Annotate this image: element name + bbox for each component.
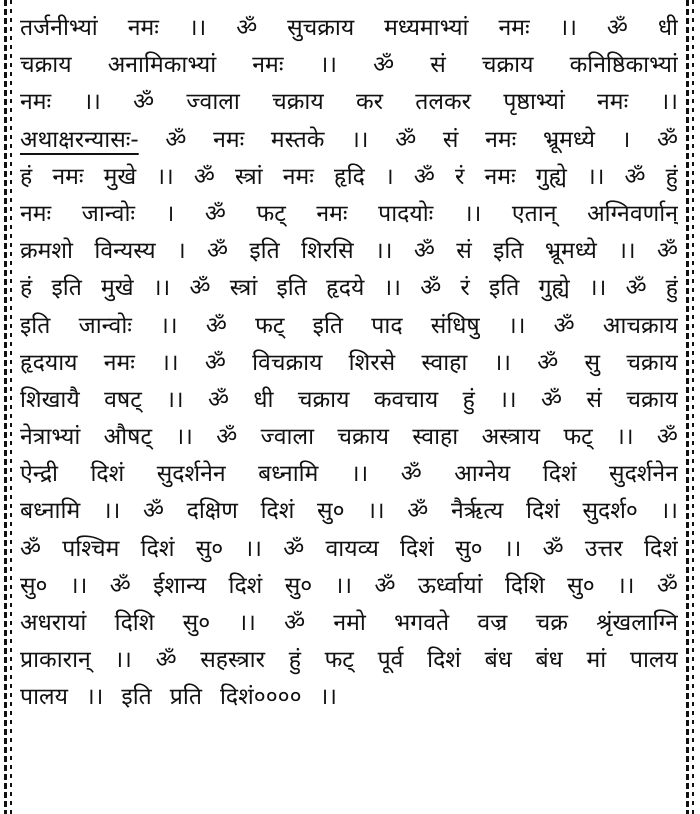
text-word: पश्चिम	[62, 535, 120, 562]
text-word: ॐ	[109, 572, 131, 599]
text-word: पालय	[629, 647, 678, 674]
text-line	[20, 382, 678, 419]
text-word: बंध	[484, 647, 512, 674]
text-word: हृदि	[334, 163, 365, 190]
text-word: सं	[430, 52, 446, 79]
text-word: ॐ	[155, 647, 177, 674]
text-word: ईशान्य	[153, 572, 207, 599]
text-word: पृष्ठाभ्यां	[503, 89, 565, 116]
text-word: ॐ	[420, 275, 442, 302]
text-word: हं	[20, 275, 33, 302]
text-word: इति	[312, 312, 344, 339]
text-word: नमः	[316, 200, 348, 227]
text-word: इति	[276, 275, 307, 302]
text-word: ऐन्द्री	[20, 461, 58, 488]
text-word: ॐ	[208, 386, 229, 413]
text-line	[20, 345, 678, 382]
text-word: सं	[586, 386, 602, 413]
text-word: नमः	[597, 89, 629, 116]
text-word: ॐ	[189, 275, 211, 302]
text-word: ॐ	[541, 386, 563, 413]
text-word: ॐ	[236, 15, 258, 41]
text-word: ॐ	[657, 126, 678, 153]
text-word: नमः	[213, 126, 245, 153]
text-word: ॐ	[606, 15, 628, 41]
text-word: ।।	[618, 238, 636, 265]
section-heading: अथाक्षरन्यासः-	[20, 126, 139, 153]
text-word: चक्राय	[337, 424, 389, 451]
text-word: धी	[657, 15, 678, 41]
text-word: ।।	[586, 163, 605, 190]
text-word: हुं	[288, 647, 301, 674]
text-word: तलकर	[415, 89, 472, 116]
text-word: दिशि	[114, 610, 155, 636]
text-word: ।।	[161, 349, 179, 376]
text-word: मां	[586, 647, 607, 674]
text-word: नमः	[498, 15, 530, 41]
text-word: नमः	[103, 349, 135, 376]
text-line	[20, 568, 678, 605]
text-word: ॐ	[373, 52, 395, 79]
text-word: स्वाहा	[412, 424, 459, 451]
text-word: नमः	[52, 163, 84, 190]
text-word: कवचाय	[373, 386, 439, 413]
text-word: सु०	[317, 498, 345, 525]
text-word: दिशं	[644, 535, 678, 562]
text-word: सुचक्राय	[287, 15, 355, 41]
text-line	[20, 196, 678, 233]
text-word: सुदर्श०	[582, 498, 638, 525]
text-word: चक्राय	[626, 349, 678, 376]
text-word: नमः	[20, 89, 52, 116]
text-word: ।।	[503, 535, 522, 562]
text-word: ।	[176, 238, 186, 265]
text-word: दिशं	[542, 461, 577, 488]
text-word: ।।	[507, 312, 526, 339]
text-word: भ्रूमध्ये	[543, 126, 595, 153]
text-word: ॐ	[20, 535, 41, 562]
text-word: ॐ	[413, 163, 435, 190]
text-word: अनामिकाभ्यां	[107, 52, 217, 79]
text-word: ।।	[617, 572, 635, 599]
text-word: ॐ	[625, 275, 647, 302]
text-word: पाद	[371, 312, 403, 339]
text-word: सु०	[455, 535, 483, 562]
text-word: ॐ	[537, 349, 559, 376]
text-word: चक्राय	[20, 52, 72, 79]
text-word: एतान्	[511, 200, 557, 227]
text-word: इति	[20, 312, 51, 339]
text-word: ।।	[175, 424, 193, 451]
text-line	[20, 493, 678, 530]
text-word: दक्षिण	[186, 498, 238, 525]
text-word: पूर्व	[377, 647, 404, 674]
text-word: हृदये	[326, 275, 365, 302]
text-word: दिशं००००	[219, 684, 302, 711]
text-word: मुखे	[103, 163, 137, 190]
text-word: दिशं	[90, 461, 125, 488]
text-word: हुं	[665, 275, 678, 302]
text-word: ॐ	[133, 89, 155, 116]
text-word: जान्वोः	[78, 312, 132, 339]
left-border-ornament	[4, 0, 14, 814]
text-word: रं	[454, 163, 465, 190]
text-word: ।।	[499, 386, 517, 413]
text-word: ।।	[367, 498, 385, 525]
text-word: संधिषु	[430, 312, 480, 339]
text-word: ॐ	[407, 498, 429, 525]
text-word: ।।	[83, 89, 101, 116]
text-word: भ्रूमध्ये	[544, 238, 597, 265]
text-word: चक्राय	[297, 386, 350, 413]
text-word: ।	[385, 163, 394, 190]
text-word: इति	[121, 684, 152, 711]
text-word: ॐ	[400, 461, 422, 488]
text-word: ।।	[156, 163, 174, 190]
text-word: ।।	[102, 498, 121, 525]
text-word: ॐ	[207, 238, 229, 265]
text-word: ॐ	[395, 126, 417, 153]
text-word: सु	[584, 349, 601, 376]
text-word: बध्नामि	[258, 461, 319, 488]
text-word: ॐ	[283, 535, 305, 562]
text-line	[20, 679, 678, 716]
text-word: अधरायां	[20, 610, 87, 636]
text-word: इति	[493, 238, 524, 265]
text-word: नमः	[282, 163, 314, 190]
text-word: नेत्राभ्यां	[20, 424, 81, 451]
text-word: जान्वोः	[81, 200, 136, 227]
text-word: ।	[165, 200, 175, 227]
text-word: प्राकारान्	[20, 647, 91, 674]
text-word: ।।	[319, 52, 338, 79]
text-word: ।।	[375, 238, 393, 265]
text-word: उत्तर	[584, 535, 623, 562]
text-line	[20, 84, 678, 121]
text-word: गुह्ये	[538, 275, 570, 302]
text-line	[20, 10, 678, 47]
text-word: ॐ	[193, 163, 215, 190]
text-word: फट्	[255, 312, 285, 339]
text-line	[20, 122, 678, 159]
text-word: ।।	[463, 200, 482, 227]
text-word: शिखायै	[20, 386, 80, 413]
text-word: ॐ	[204, 200, 226, 227]
text-word: सं	[442, 126, 459, 153]
text-word: बंध	[535, 647, 563, 674]
text-word: ।।	[166, 386, 184, 413]
text-word: स्त्रां	[235, 163, 263, 190]
text-word: ॐ	[657, 238, 678, 265]
text-word: ।।	[188, 15, 207, 41]
text-word: ।।	[660, 498, 678, 525]
text-word: ।।	[350, 461, 369, 488]
text-word: सु०	[182, 610, 211, 636]
text-word: दिशं	[400, 535, 434, 562]
text-word: इति	[51, 275, 82, 302]
text-word: आग्नेय	[454, 461, 511, 488]
text-word: धी	[253, 386, 274, 413]
text-word: वषट्	[104, 386, 142, 413]
text-word: ॐ	[656, 424, 678, 451]
text-word: मस्तके	[270, 126, 325, 153]
text-word: दिशं	[260, 498, 295, 525]
text-word: ।।	[152, 275, 171, 302]
text-word: अस्त्राय	[481, 424, 541, 451]
text-line	[20, 456, 678, 493]
text-word: नमः	[127, 15, 159, 41]
text-word: चक्राय	[272, 89, 324, 116]
text-word: सं	[456, 238, 472, 265]
text-word: फट्	[563, 424, 593, 451]
text-word: बध्नामि	[20, 498, 81, 525]
text-word: आचक्राय	[602, 312, 678, 339]
text-word: दिशं	[140, 535, 175, 562]
text-word: ।।	[69, 572, 88, 599]
text-word: ॐ	[204, 349, 226, 376]
text-word: ।।	[244, 535, 262, 562]
text-word: ॐ	[374, 572, 396, 599]
text-word: औषट्	[103, 424, 153, 451]
text-word: नमः	[485, 126, 517, 153]
text-word: नमः	[484, 163, 516, 190]
text-word: स्वाहा	[421, 349, 468, 376]
text-word: हं	[20, 163, 33, 190]
text-word: श्रृंखलाग्नि	[596, 610, 678, 636]
text-line	[20, 47, 678, 84]
text-line	[20, 531, 678, 568]
text-word: रं	[460, 275, 470, 302]
text-word: ।।	[660, 89, 678, 116]
text-word: ।।	[559, 15, 577, 41]
text-line	[20, 419, 678, 456]
text-word: ॐ	[624, 163, 646, 190]
text-word: ।।	[114, 647, 132, 674]
text-word: नमः	[20, 200, 52, 227]
text-word: ।।	[493, 349, 512, 376]
text-word: इति	[249, 238, 280, 265]
text-word: ॐ	[284, 610, 306, 636]
text-word: ॐ	[542, 535, 564, 562]
text-word: नमः	[252, 52, 284, 79]
text-word: ॐ	[413, 238, 435, 265]
text-word: नमो	[333, 610, 366, 636]
text-word: दिशं	[526, 498, 560, 525]
text-word: ॐ	[656, 572, 678, 599]
text-word: पादयोः	[378, 200, 434, 227]
text-word: ।।	[238, 610, 256, 636]
text-word: सु०	[20, 572, 48, 599]
text-word: फट्	[324, 647, 354, 674]
text-word: वायव्य	[325, 535, 379, 562]
text-word: ।।	[160, 312, 178, 339]
text-word: सु०	[195, 535, 224, 562]
text-word: ॐ	[142, 498, 164, 525]
text-word: शिरसे	[348, 349, 396, 376]
text-word: सुदर्शनेन	[609, 461, 678, 488]
text-word: ।।	[319, 684, 338, 711]
text-word: हुं	[462, 386, 475, 413]
text-word: नैर्ऋत्य	[450, 498, 504, 525]
text-line	[20, 308, 678, 345]
text-word: चक्राय	[481, 52, 534, 79]
text-word: स्त्रां	[229, 275, 258, 302]
text-word: ।।	[383, 275, 401, 302]
text-word: मुखे	[101, 275, 134, 302]
text-word: सुदर्शनेन	[156, 461, 226, 488]
text-word: दिशं	[228, 572, 263, 599]
text-word: ॐ	[205, 312, 227, 339]
text-word: ।।	[616, 424, 634, 451]
text-line	[20, 270, 678, 307]
text-word: पालय	[20, 684, 68, 711]
text-word: सु०	[567, 572, 595, 599]
sanskrit-text-block	[20, 10, 678, 717]
text-word: कनिष्ठिकाभ्यां	[569, 52, 678, 79]
text-word: ।।	[334, 572, 353, 599]
text-word: मध्यमाभ्यां	[384, 15, 469, 41]
text-word: फट्	[256, 200, 286, 227]
text-word: ।।	[588, 275, 607, 302]
text-line	[20, 642, 678, 679]
text-word: प्रति	[169, 684, 202, 711]
text-word: कर	[355, 89, 384, 116]
text-line	[20, 159, 678, 196]
text-word: चक्र	[535, 610, 568, 636]
text-word: अग्निवर्णान्	[587, 200, 678, 227]
text-word: हुं	[665, 163, 678, 190]
text-word: दिशि	[504, 572, 545, 599]
text-word: विचक्राय	[252, 349, 323, 376]
right-border-ornament	[686, 0, 696, 814]
text-word: ऊर्ध्वायां	[417, 572, 483, 599]
text-word: ॐ	[553, 312, 575, 339]
text-word: ॐ	[216, 424, 238, 451]
text-word: सु०	[284, 572, 313, 599]
text-word: ।	[621, 126, 631, 153]
text-line	[20, 233, 678, 270]
text-word: विन्यस्य	[94, 238, 156, 265]
text-word: चक्राय	[626, 386, 678, 413]
text-word: तर्जनीभ्यां	[20, 15, 98, 41]
text-word: शिरसि	[301, 238, 354, 265]
text-word: इति	[489, 275, 520, 302]
text-word: ज्वाला	[260, 424, 315, 451]
text-word: हृदयाय	[20, 349, 78, 376]
text-word: वज्र	[477, 610, 508, 636]
text-word: ज्वाला	[186, 89, 240, 116]
text-word: ।।	[85, 684, 104, 711]
text-word: गुह्ये	[535, 163, 567, 190]
text-word: भगवते	[394, 610, 450, 636]
text-line	[20, 605, 678, 642]
text-word: ॐ	[165, 126, 187, 153]
text-word: दिशं	[427, 647, 461, 674]
text-word: क्रमशो	[20, 238, 74, 265]
text-word: सहस्त्रार	[200, 647, 266, 674]
text-word: ।।	[351, 126, 369, 153]
